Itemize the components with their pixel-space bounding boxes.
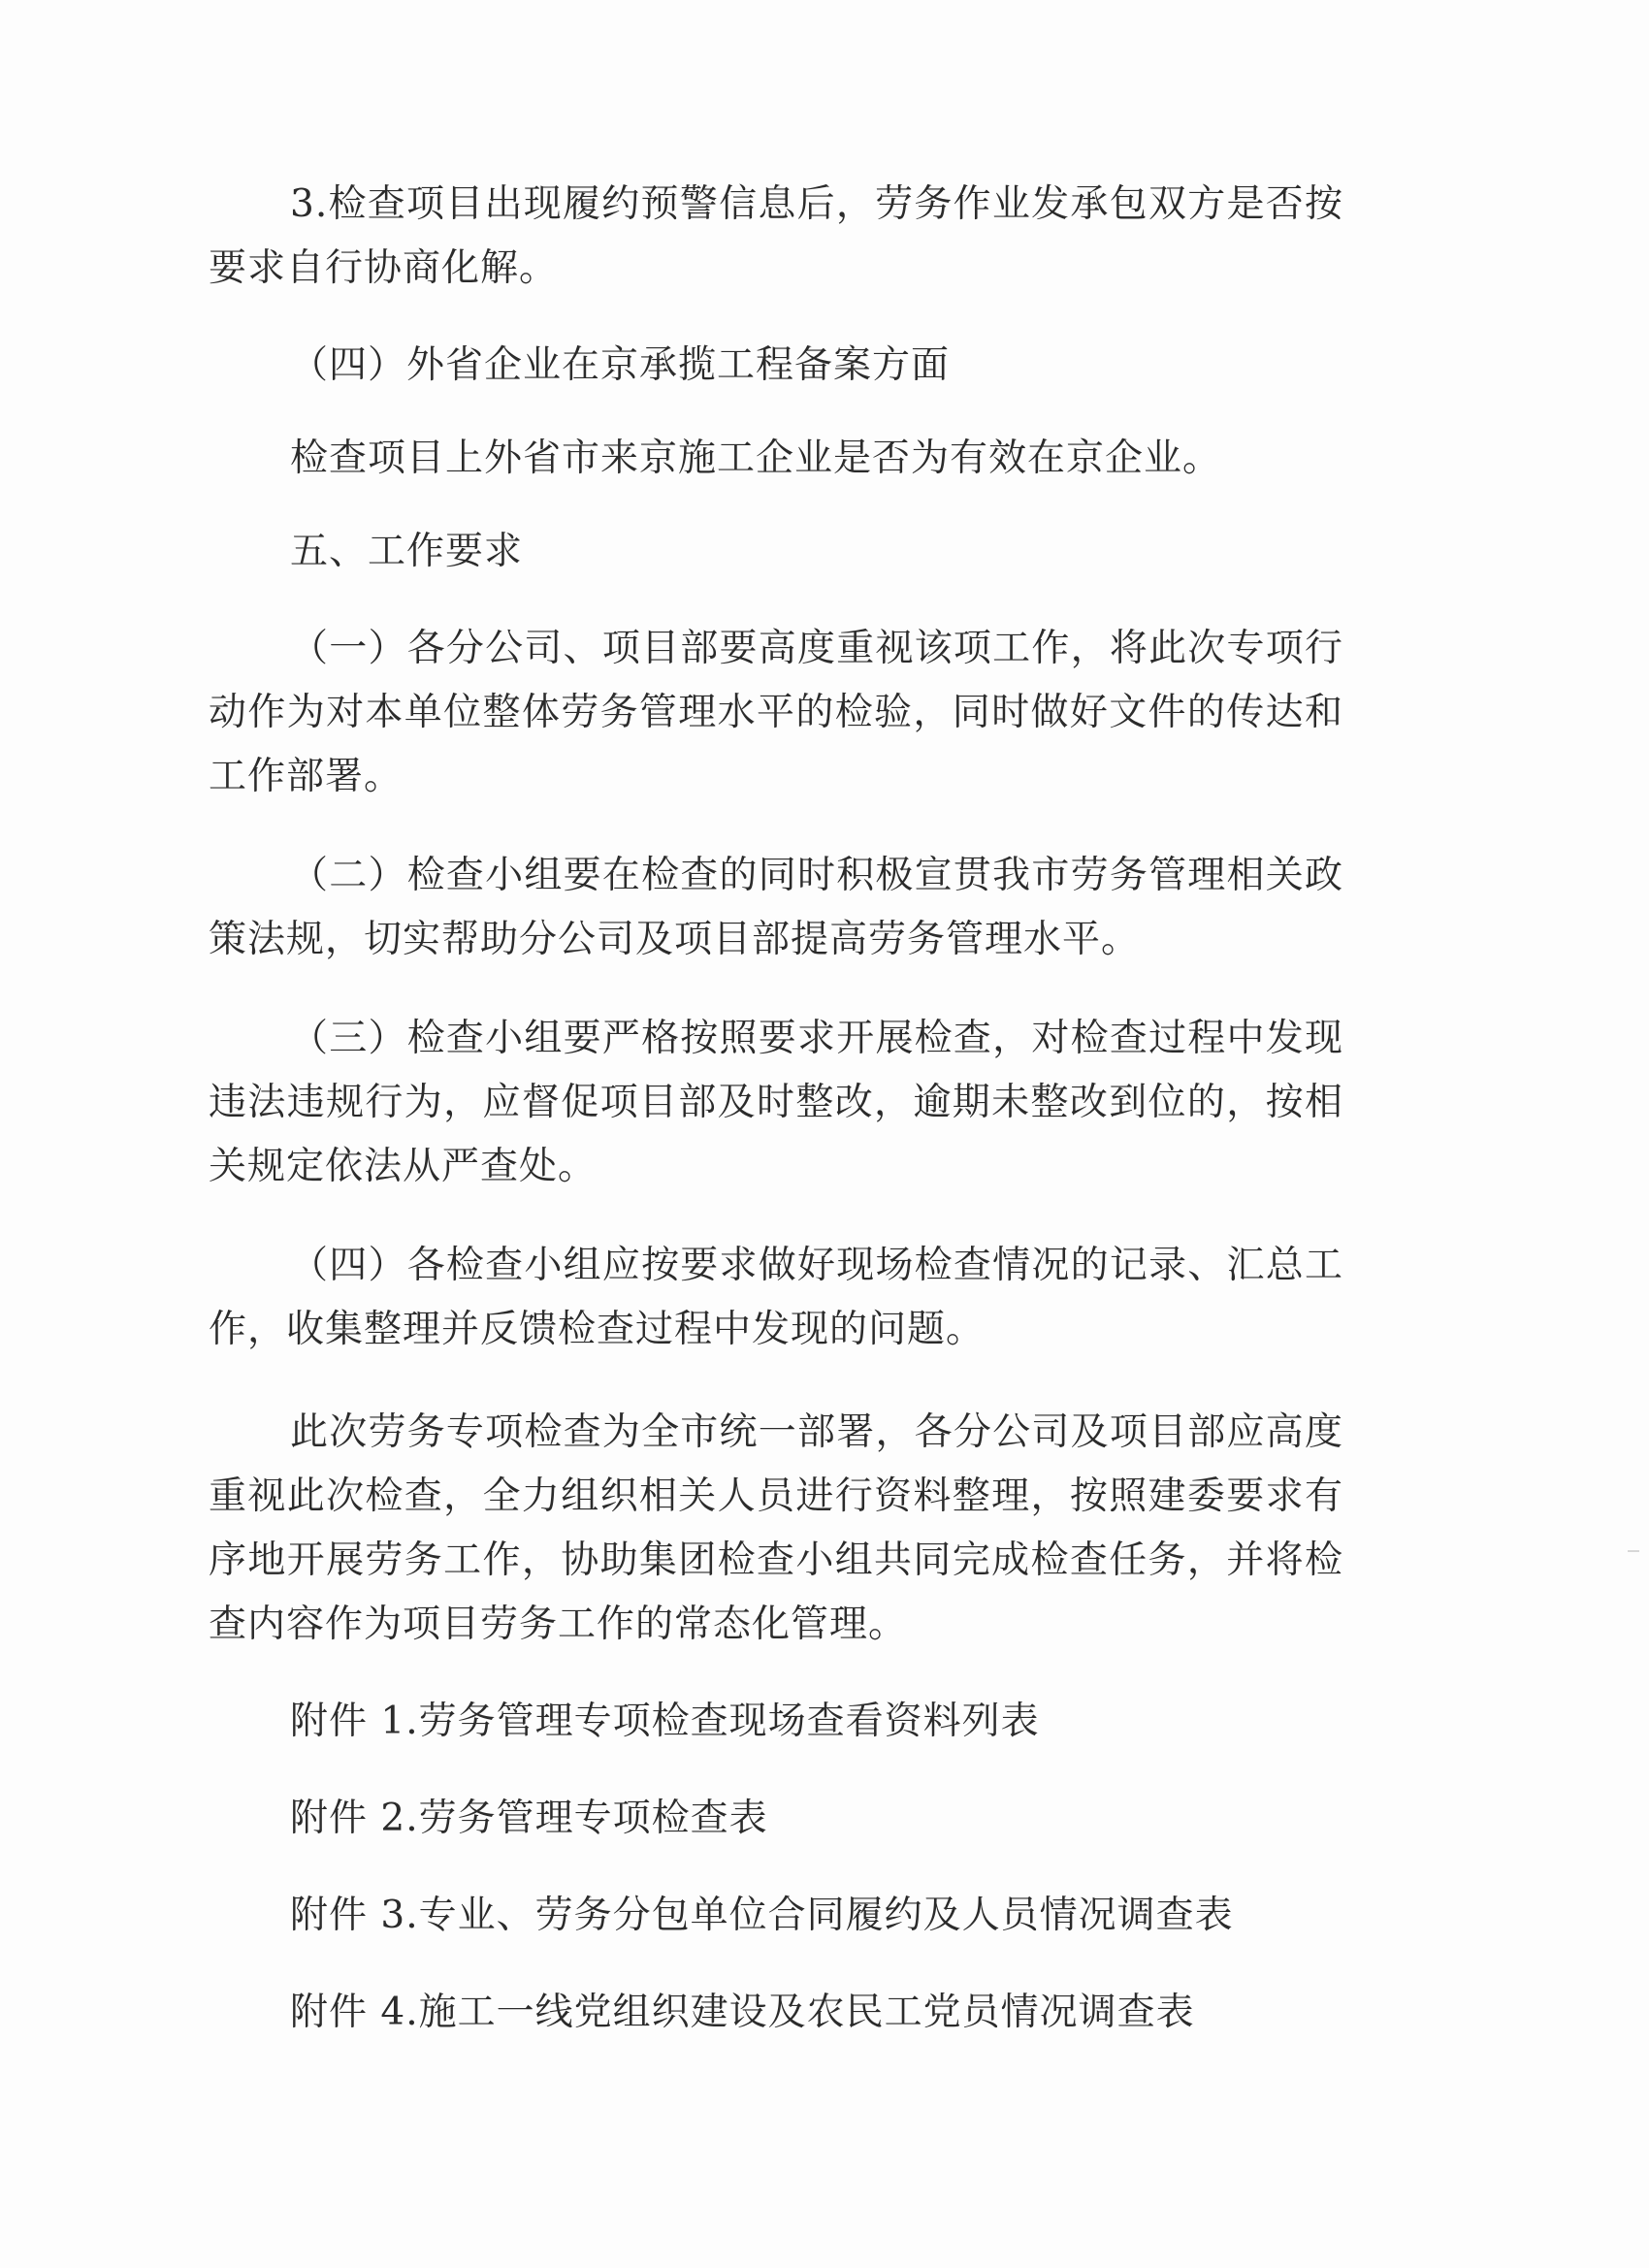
paragraph-item-3: 3.检查项目出现履约预警信息后，劳务作业发承包双方是否按要求自行协商化解。 [209, 182, 1343, 290]
requirement-3: （三）检查小组要严格按照要求开展检查，对检查过程中发现违法违规行为，应督促项目部及时整改，逾期未整改到位的，按相关规定依法从严查处。 [209, 1017, 1343, 1188]
attachment-3: 附件 3.专业、劳务分包单位合同履约及人员情况调查表 [290, 1894, 1234, 1937]
attachment-1: 附件 1.劳务管理专项检查现场查看资料列表 [290, 1700, 1040, 1743]
scan-mark [1628, 1550, 1639, 1552]
document-body [209, 173, 1343, 2045]
requirement-4: （四）各检查小组应按要求做好现场检查情况的记录、汇总工作，收集整理并反馈检查过程中发现的问题。 [209, 1244, 1343, 1351]
section-heading-work-requirements: 五、工作要求 [290, 530, 524, 573]
section-heading-4: （四）外省企业在京承揽工程备案方面 [290, 343, 951, 387]
requirement-1: （一）各分公司、项目部要高度重视该项工作，将此次专项行动作为对本单位整体劳务管理水平的检验，同时做好文件的传达和工作部署。 [209, 627, 1343, 798]
paragraph-filing-check: 检查项目上外省市来京施工企业是否为有效在京企业。 [290, 437, 1222, 480]
closing-paragraph: 此次劳务专项检查为全市统一部署，各分公司及项目部应高度重视此次检查，全力组织相关人员进行资料整理，按照建委要求有序地开展劳务工作，协助集团检查小组共同完成检查任务，并将检查内容作为项目劳务工作的常态化管理。 [209, 1410, 1343, 1646]
requirement-2: （二）检查小组要在检查的同时积极宣贯我市劳务管理相关政策法规，切实帮助分公司及项目部提高劳务管理水平。 [209, 854, 1343, 961]
attachment-2: 附件 2.劳务管理专项检查表 [290, 1797, 768, 1840]
attachment-4: 附件 4.施工一线党组织建设及农民工党员情况调查表 [290, 1991, 1195, 2034]
